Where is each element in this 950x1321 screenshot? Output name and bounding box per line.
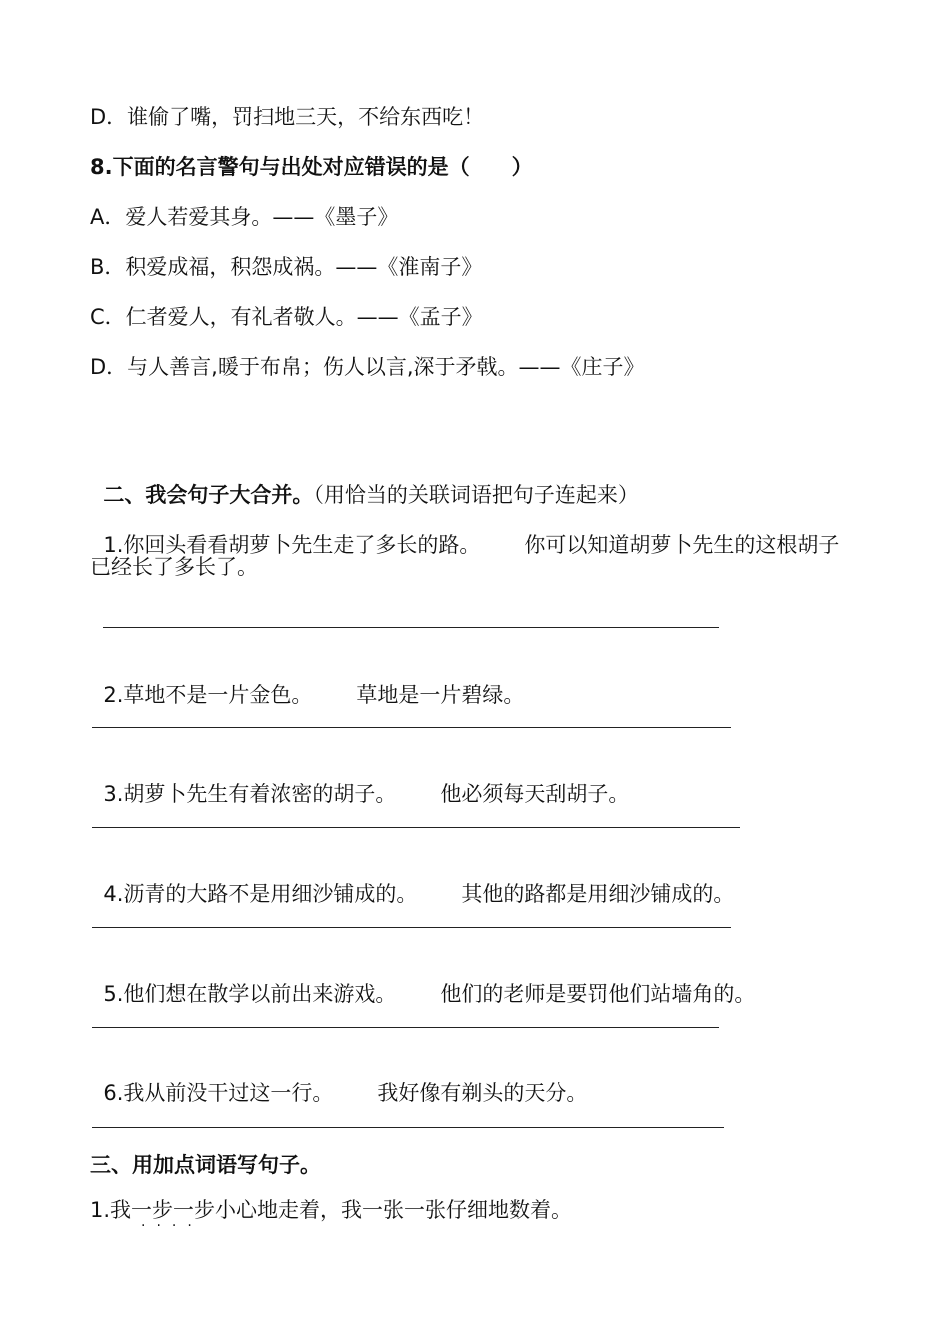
q8-option-c: C．仁者爱人，有礼者敬人。——《孟子》 — [90, 305, 483, 329]
sentence-5a: 5.他们想在散学以前出来游戏。 — [103, 982, 397, 1006]
section3-item-1: 1.我一步一步小心地走着，我一张一张仔细地数着。 — [90, 1198, 573, 1222]
sentence-5b: 他们的老师是要罚他们站墙角的。 — [440, 982, 756, 1006]
sentence-3a: 3.胡萝卜先生有着浓密的胡子。 — [103, 782, 397, 806]
sentence-pair-5 — [90, 952, 755, 1008]
answer-line-1[interactable] — [103, 627, 719, 628]
q8-title: 8.下面的名言警句与出处对应错误的是（ ） — [90, 155, 533, 179]
sentence-1b-continued: 已经长了多长了。 — [90, 555, 258, 579]
section2-heading: 二、我会句子大合并。 — [103, 483, 314, 507]
sentence-1b: 你可以知道胡萝卜先生的这根胡子 — [524, 533, 840, 557]
sentence-pair-3 — [90, 752, 629, 808]
sentence-4b: 其他的路都是用细沙铺成的。 — [461, 882, 735, 906]
answer-line-4[interactable] — [92, 927, 731, 928]
q8-option-a: A．爱人若爱其身。——《墨子》 — [90, 205, 399, 229]
q8-option-d: D．与人善言,暖于布帛；伤人以言,深于矛戟。——《庄子》 — [90, 355, 645, 379]
sentence-6a: 6.我从前没干过这一行。 — [103, 1081, 334, 1105]
sentence-2b: 草地是一片碧绿。 — [356, 683, 525, 707]
emphasis-dots: ···· — [141, 1218, 203, 1234]
section2-instruction: （用恰当的关联词语把句子连起来） — [313, 483, 639, 507]
q8-option-b: B．积爱成福，积怨成祸。——《淮南子》 — [90, 255, 483, 279]
sentence-1a: 1.你回头看看胡萝卜先生走了多长的路。 — [103, 533, 481, 557]
sentence-4a: 4.沥青的大路不是用细沙铺成的。 — [103, 882, 418, 906]
sentence-pair-2 — [90, 653, 524, 709]
answer-line-2[interactable] — [92, 727, 731, 728]
section2-header — [90, 453, 639, 509]
section3-heading: 三、用加点词语写句子。 — [90, 1153, 321, 1177]
sentence-pair-4 — [90, 852, 734, 908]
q7-option-d: D．谁偷了嘴，罚扫地三天，不给东西吃！ — [90, 105, 485, 129]
sentence-pair-6 — [90, 1051, 587, 1107]
answer-line-6[interactable] — [92, 1127, 724, 1128]
sentence-pair-1 — [90, 503, 839, 559]
sentence-2a: 2.草地不是一片金色。 — [103, 683, 313, 707]
answer-line-3[interactable] — [92, 827, 740, 828]
sentence-3b: 他必须每天刮胡子。 — [440, 782, 630, 806]
sentence-6b: 我好像有剃头的天分。 — [377, 1081, 588, 1105]
answer-line-5[interactable] — [92, 1027, 719, 1028]
